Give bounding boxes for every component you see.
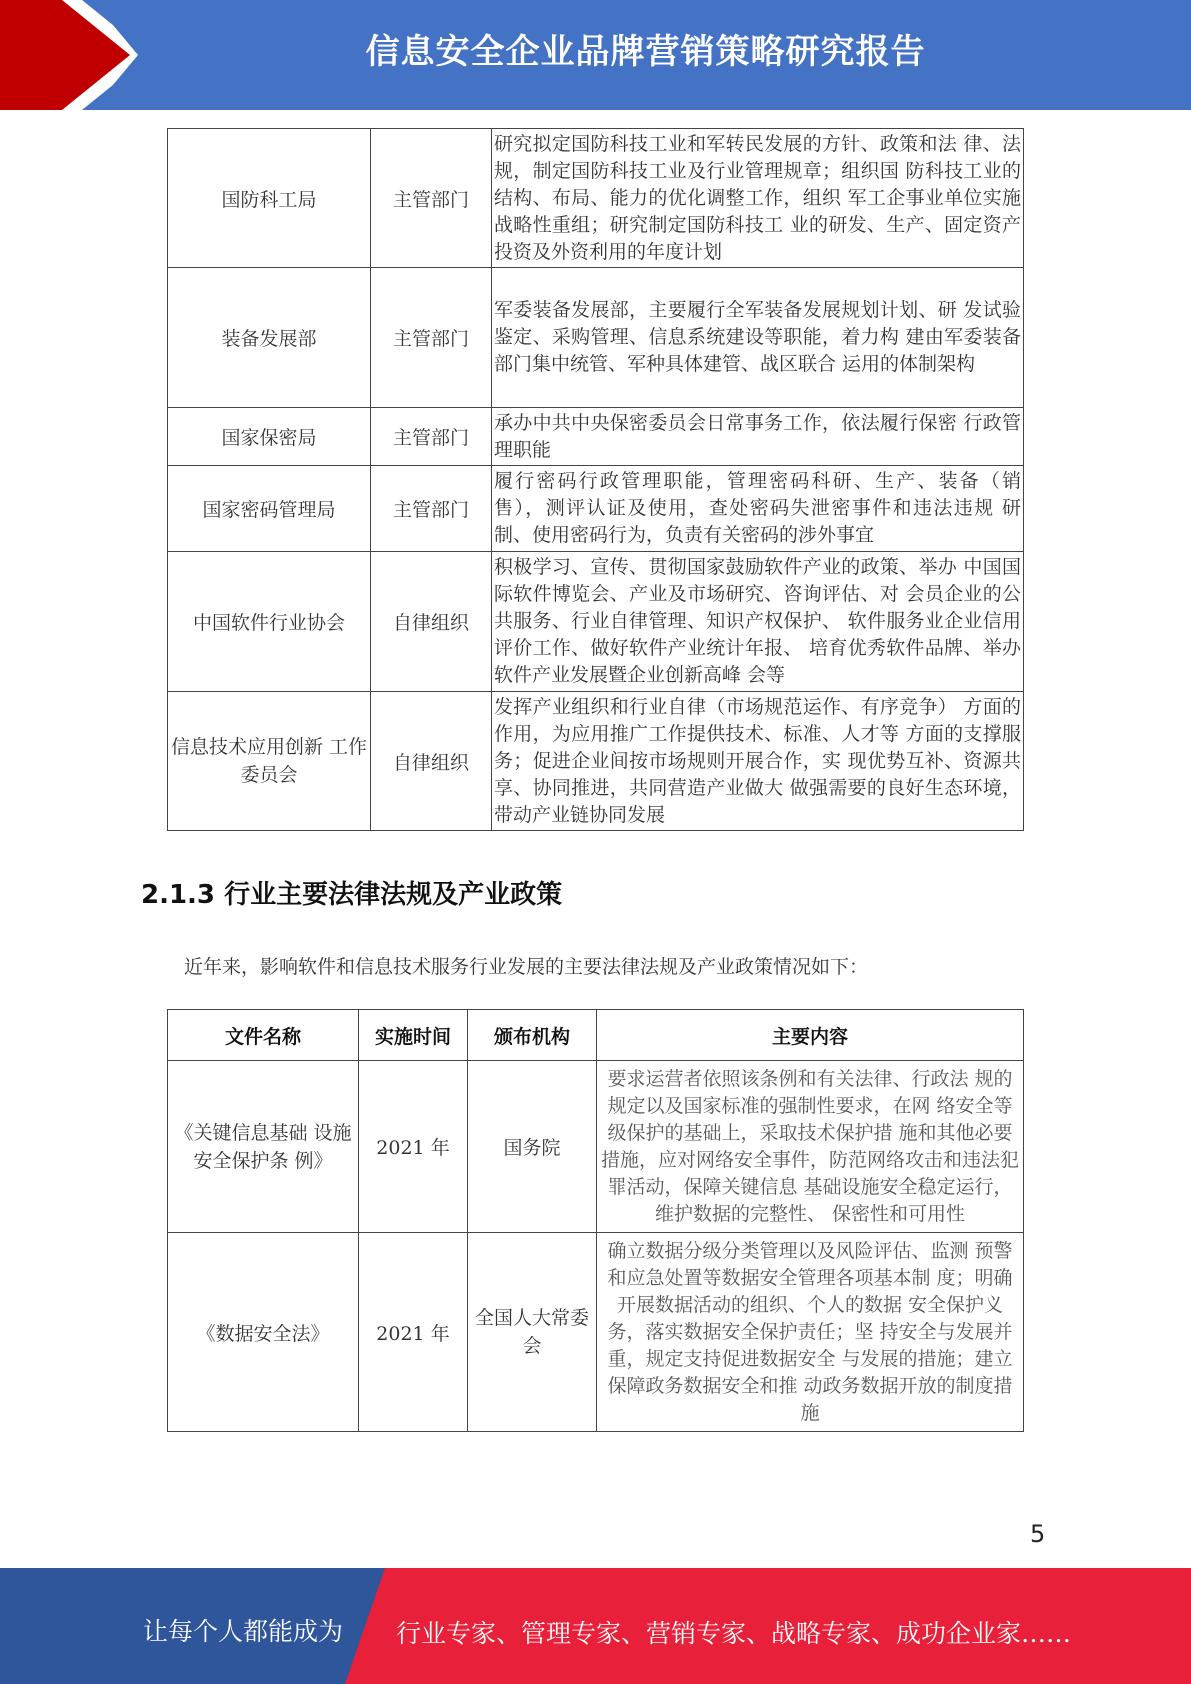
page-number: 5 — [1030, 1520, 1046, 1548]
table-row — [168, 408, 1024, 466]
org-desc-cell: 积极学习、宣传、贯彻国家鼓励软件产业的政策、举办 中国国际软件博览会、产业及市场研究、咨询评估、对 会员企业的公共服务、行业自律管理、知识产权保护、 软件服务业企业信用评价工作、做好软件产业统计年报、 培育优秀软件品牌、举办软件产业发展暨企业创新高峰 会等 — [492, 552, 1024, 692]
org-desc-cell: 研究拟定国防科技工业和军转民发展的方针、政策和法 律、法规，制定国防科技工业及行业管理规章；组织国 防科技工业的结构、布局、能力的优化调整工作，组织 军工企事业单位实施战略性重组；研究制定国防科技工 业的研发、生产、固定资产投资及外资利用的年度计划 — [492, 129, 1024, 268]
law-name-cell: 《关键信息基础 设施安全保护条 例》 — [168, 1061, 359, 1233]
org-type-cell: 自律组织 — [371, 552, 492, 692]
table-row — [168, 129, 1024, 268]
org-name-cell: 国家密码管理局 — [168, 466, 371, 552]
org-desc-cell: 发挥产业组织和行业自律（市场规范运作、有序竞争） 方面的作用，为应用推广工作提供技术、标准、人才等 方面的支撑服务；促进企业间按市场规则开展合作，实 现优势互补、资源共享、协同推进，共同营造产业做大 做强需要的良好生态环境，带动产业链协同发展 — [492, 692, 1024, 831]
report-title: 信息安全企业品牌营销策略研究报告 — [365, 32, 926, 72]
org-type-cell: 主管部门 — [371, 466, 492, 552]
col-header-date: 实施时间 — [359, 1010, 468, 1061]
table-header-row — [168, 1010, 1024, 1061]
org-type-cell: 主管部门 — [371, 129, 492, 268]
table-row — [168, 268, 1024, 408]
table-row — [168, 466, 1024, 552]
org-type-cell: 主管部门 — [371, 268, 492, 408]
org-desc-cell: 履行密码行政管理职能，管理密码科研、生产、装备（销 售），测评认证及使用，查处密码失泄密事件和违法违规 研制、使用密码行为，负责有关密码的涉外事宜 — [492, 466, 1024, 552]
org-name-cell: 国家保密局 — [168, 408, 371, 466]
law-org-cell: 国务院 — [468, 1061, 597, 1233]
org-type-cell: 主管部门 — [371, 408, 492, 466]
law-content-cell: 确立数据分级分类管理以及风险评估、监测 预警和应急处置等数据安全管理各项基本制 度；明确开展数据活动的组织、个人的数据 安全保护义务，落实数据安全保护责任；坚 持安全与发展并重，规定支持促进数据安全 与发展的措施；建立保障政务数据安全和推 动政务数据开放的制度措施 — [597, 1233, 1024, 1432]
col-header-name: 文件名称 — [168, 1010, 359, 1061]
org-desc-cell: 军委装备发展部，主要履行全军装备发展规划计划、研 发试验鉴定、采购管理、信息系统建设等职能，着力构 建由军委装备部门集中统管、军种具体建管、战区联合 运用的体制架构 — [492, 268, 1024, 408]
table-row — [168, 1061, 1024, 1233]
org-name-cell: 中国软件行业协会 — [168, 552, 371, 692]
footer-slogan-right: 行业专家、管理专家、营销专家、战略专家、成功企业家…… — [396, 1619, 1072, 1648]
table-row — [168, 1233, 1024, 1432]
law-org-cell: 全国人大常委会 — [468, 1233, 597, 1432]
col-header-content: 主要内容 — [597, 1010, 1024, 1061]
org-type-cell: 自律组织 — [371, 692, 492, 831]
org-name-cell: 国防科工局 — [168, 129, 371, 268]
org-name-cell: 信息技术应用创新 工作委员会 — [168, 692, 371, 831]
footer-slogan-left: 让每个人都能成为 — [143, 1617, 344, 1646]
org-desc-cell: 承办中共中央保密委员会日常事务工作，依法履行保密 行政管理职能 — [492, 408, 1024, 466]
law-content-cell: 要求运营者依照该条例和有关法律、行政法 规的规定以及国家标准的强制性要求，在网 络安全等级保护的基础上，采取技术保护措 施和其他必要措施，应对网络安全事件，防范网络攻击和违法犯罪活动，保障关键信息 基础设施安全稳定运行，维护数据的完整性、 保密性和可用性 — [597, 1061, 1024, 1233]
table-row — [168, 552, 1024, 692]
law-name-cell: 《数据安全法》 — [168, 1233, 359, 1432]
page-header — [0, 0, 1191, 110]
org-name-cell: 装备发展部 — [168, 268, 371, 408]
regulators-table — [167, 128, 1024, 831]
col-header-org: 颁布机构 — [468, 1010, 597, 1061]
table-row — [168, 692, 1024, 831]
laws-table — [167, 1009, 1024, 1432]
law-year-cell: 2021 年 — [359, 1061, 468, 1233]
intro-paragraph: 近年来，影响软件和信息技术服务行业发展的主要法律法规及产业政策情况如下： — [184, 956, 869, 978]
page-footer — [0, 1568, 1191, 1684]
law-year-cell: 2021 年 — [359, 1233, 468, 1432]
section-heading: 2.1.3 行业主要法律法规及产业政策 — [141, 880, 563, 910]
